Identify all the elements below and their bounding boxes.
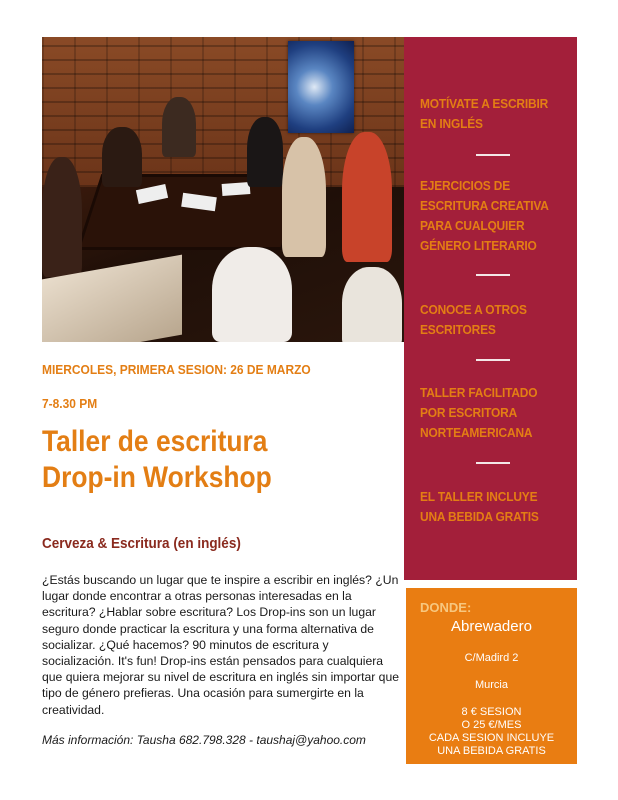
- price-line: O 25 €/MES: [461, 719, 522, 731]
- title-line: Taller de escritura: [42, 425, 268, 458]
- divider: [476, 462, 510, 464]
- feature-item: MOTÍVATE A ESCRIBIR EN INGLÉS: [420, 96, 549, 131]
- person: [212, 247, 292, 342]
- venue-name: Abrewadero: [451, 618, 532, 635]
- event-subtitle: Cerveza & Escritura (en inglés): [42, 535, 241, 552]
- person: [342, 132, 392, 262]
- description: ¿Estás buscando un lugar que te inspire a escribir en inglés? ¿Un lugar donde encontrar a otras personas interesadas en la escritura? ¿Hablar sobre escritura? Los Drop-ins son un lugar seguro donde practicar la escritura y una forma alternativa de socializar. ¿Qué hacemos? 90 minutos de escritura y socialización. It's fun! Drop-ins están pensados para cualquiera que quiera mejorar su nivel de escritura en inglés sin importar que tipo de género prefieras. Una ocasión para sumergirte en la creatividad.: [42, 573, 400, 717]
- feature-item: EJERCICIOS DE ESCRITURA CREATIVA PARA CUALQUIER GÉNERO LITERARIO: [420, 178, 549, 253]
- street-address: C/Madird 2: [464, 652, 519, 664]
- feature-item: TALLER FACILITADO POR ESCRITORA NORTEAMERICANA: [420, 385, 538, 440]
- person: [42, 157, 82, 277]
- person: [162, 97, 196, 157]
- divider: [476, 274, 510, 276]
- features-sidebar: [404, 37, 577, 580]
- price-line: CADA SESION INCLUYE: [428, 732, 555, 744]
- table: [81, 177, 304, 247]
- event-date: MIERCOLES, PRIMERA SESION: 26 DE MARZO: [42, 362, 311, 377]
- title-line: Drop-in Workshop: [42, 461, 272, 494]
- wall-painting: [288, 41, 354, 133]
- city: Murcia: [474, 679, 508, 691]
- event-time: 7-8.30 PM: [42, 396, 98, 411]
- person: [102, 127, 142, 187]
- person: [282, 137, 326, 257]
- price-line: 8 € SESION: [461, 706, 522, 718]
- paper: [222, 182, 251, 196]
- person: [247, 117, 283, 187]
- location-label: DONDE:: [420, 600, 472, 615]
- contact-info: Más información: Tausha 682.798.328 - taushaj@yahoo.com: [42, 733, 366, 747]
- divider: [476, 359, 510, 361]
- feature-item: CONOCE A OTROS ESCRITORES: [420, 302, 527, 337]
- divider: [476, 154, 510, 156]
- price-line: UNA BEBIDA GRATIS: [437, 745, 546, 757]
- feature-item: EL TALLER INCLUYE UNA BEBIDA GRATIS: [420, 489, 539, 524]
- page-title: [42, 424, 272, 496]
- location-box: [406, 588, 577, 764]
- person: [342, 267, 402, 342]
- workshop-photo: [42, 37, 404, 342]
